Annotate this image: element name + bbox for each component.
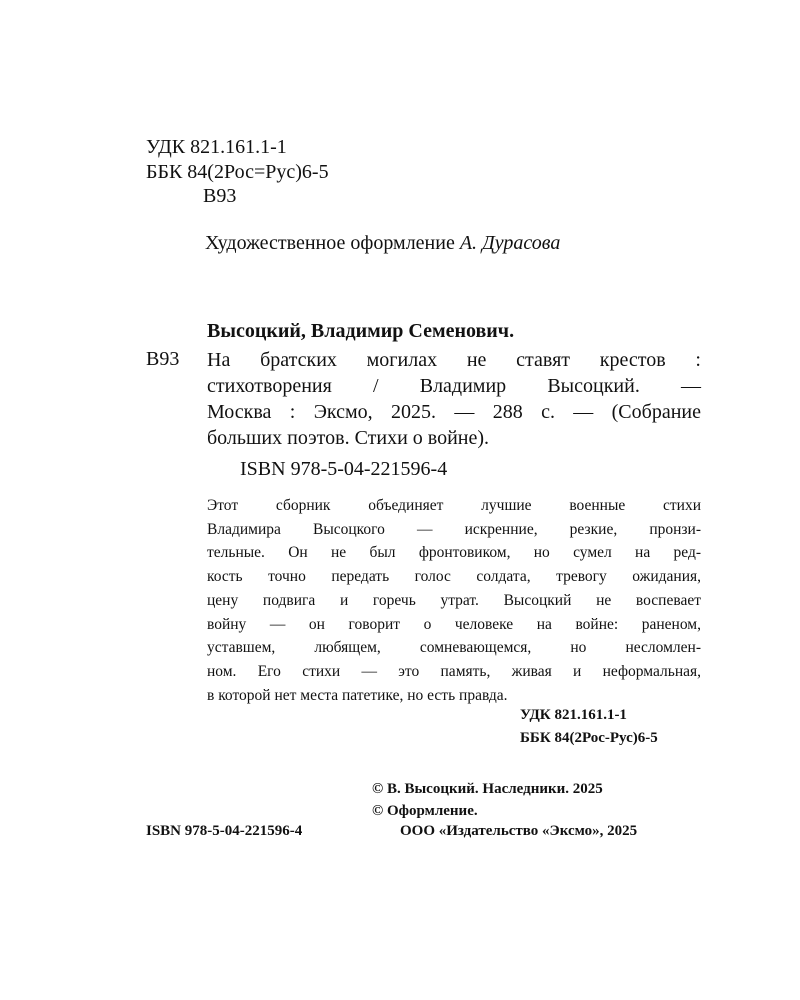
description-line: Москва : Эксмо, 2025. — 288 с. — (Собрание: [207, 401, 701, 423]
footer-isbn: ISBN 978-5-04-221596-4: [146, 823, 303, 839]
annotation-line: войну — он говорит о человеке на войне: раненом,: [207, 615, 701, 633]
description-line: На братских могилах не ставят крестов :: [207, 349, 701, 371]
description-line: больших поэтов. Стихи о войне).: [207, 427, 490, 449]
annotation-line: в которой нет места патетике, но есть правда.: [207, 686, 508, 704]
annotation-line: ном. Его стихи — это память, живая и неформальная,: [207, 662, 701, 680]
design-credit: [205, 232, 560, 255]
annotation-line: уставшем, любящем, сомневающемся, но несломлен-: [207, 639, 701, 657]
description-line: стихотворения / Владимир Высоцкий. —: [207, 375, 701, 397]
design-credit-name: А. Дурасова: [459, 232, 561, 254]
annotation-line: тельные. Он не был фронтовиком, но сумел на ред-: [207, 544, 701, 562]
bibliographic-description: [207, 347, 701, 451]
copyright-design: © Оформление.: [372, 803, 478, 819]
copyright-publisher: ООО «Издательство «Эксмо», 2025: [400, 823, 638, 839]
record-isbn: ISBN 978-5-04-221596-4: [240, 458, 448, 480]
annotation: [207, 494, 701, 707]
author-heading: Высоцкий, Владимир Семенович.: [207, 320, 515, 342]
copyright-author: © В. Высоцкий. Наследники. 2025: [372, 781, 603, 797]
bbk-code: ББК 84(2Рос=Рус)6-5: [146, 161, 329, 183]
annotation-line: цену подвига и горечь утрат. Высоцкий не воспевает: [207, 591, 701, 609]
author-mark: В93: [203, 185, 237, 207]
annotation-line: Владимира Высоцкого — искренние, резкие, пронзи-: [207, 520, 701, 538]
footer-udk-code: УДК 821.161.1-1: [520, 707, 627, 723]
annotation-line: Этот сборник объединяет лучшие военные стихи: [207, 497, 701, 514]
design-credit-prefix: Художественное оформление: [205, 232, 455, 254]
udk-code: УДК 821.161.1-1: [146, 136, 287, 158]
annotation-line: кость точно передать голос солдата, тревогу ожидания,: [207, 568, 701, 586]
footer-bbk-code: ББК 84(2Рос-Рус)6-5: [520, 730, 658, 746]
record-author-mark: В93: [146, 348, 180, 370]
